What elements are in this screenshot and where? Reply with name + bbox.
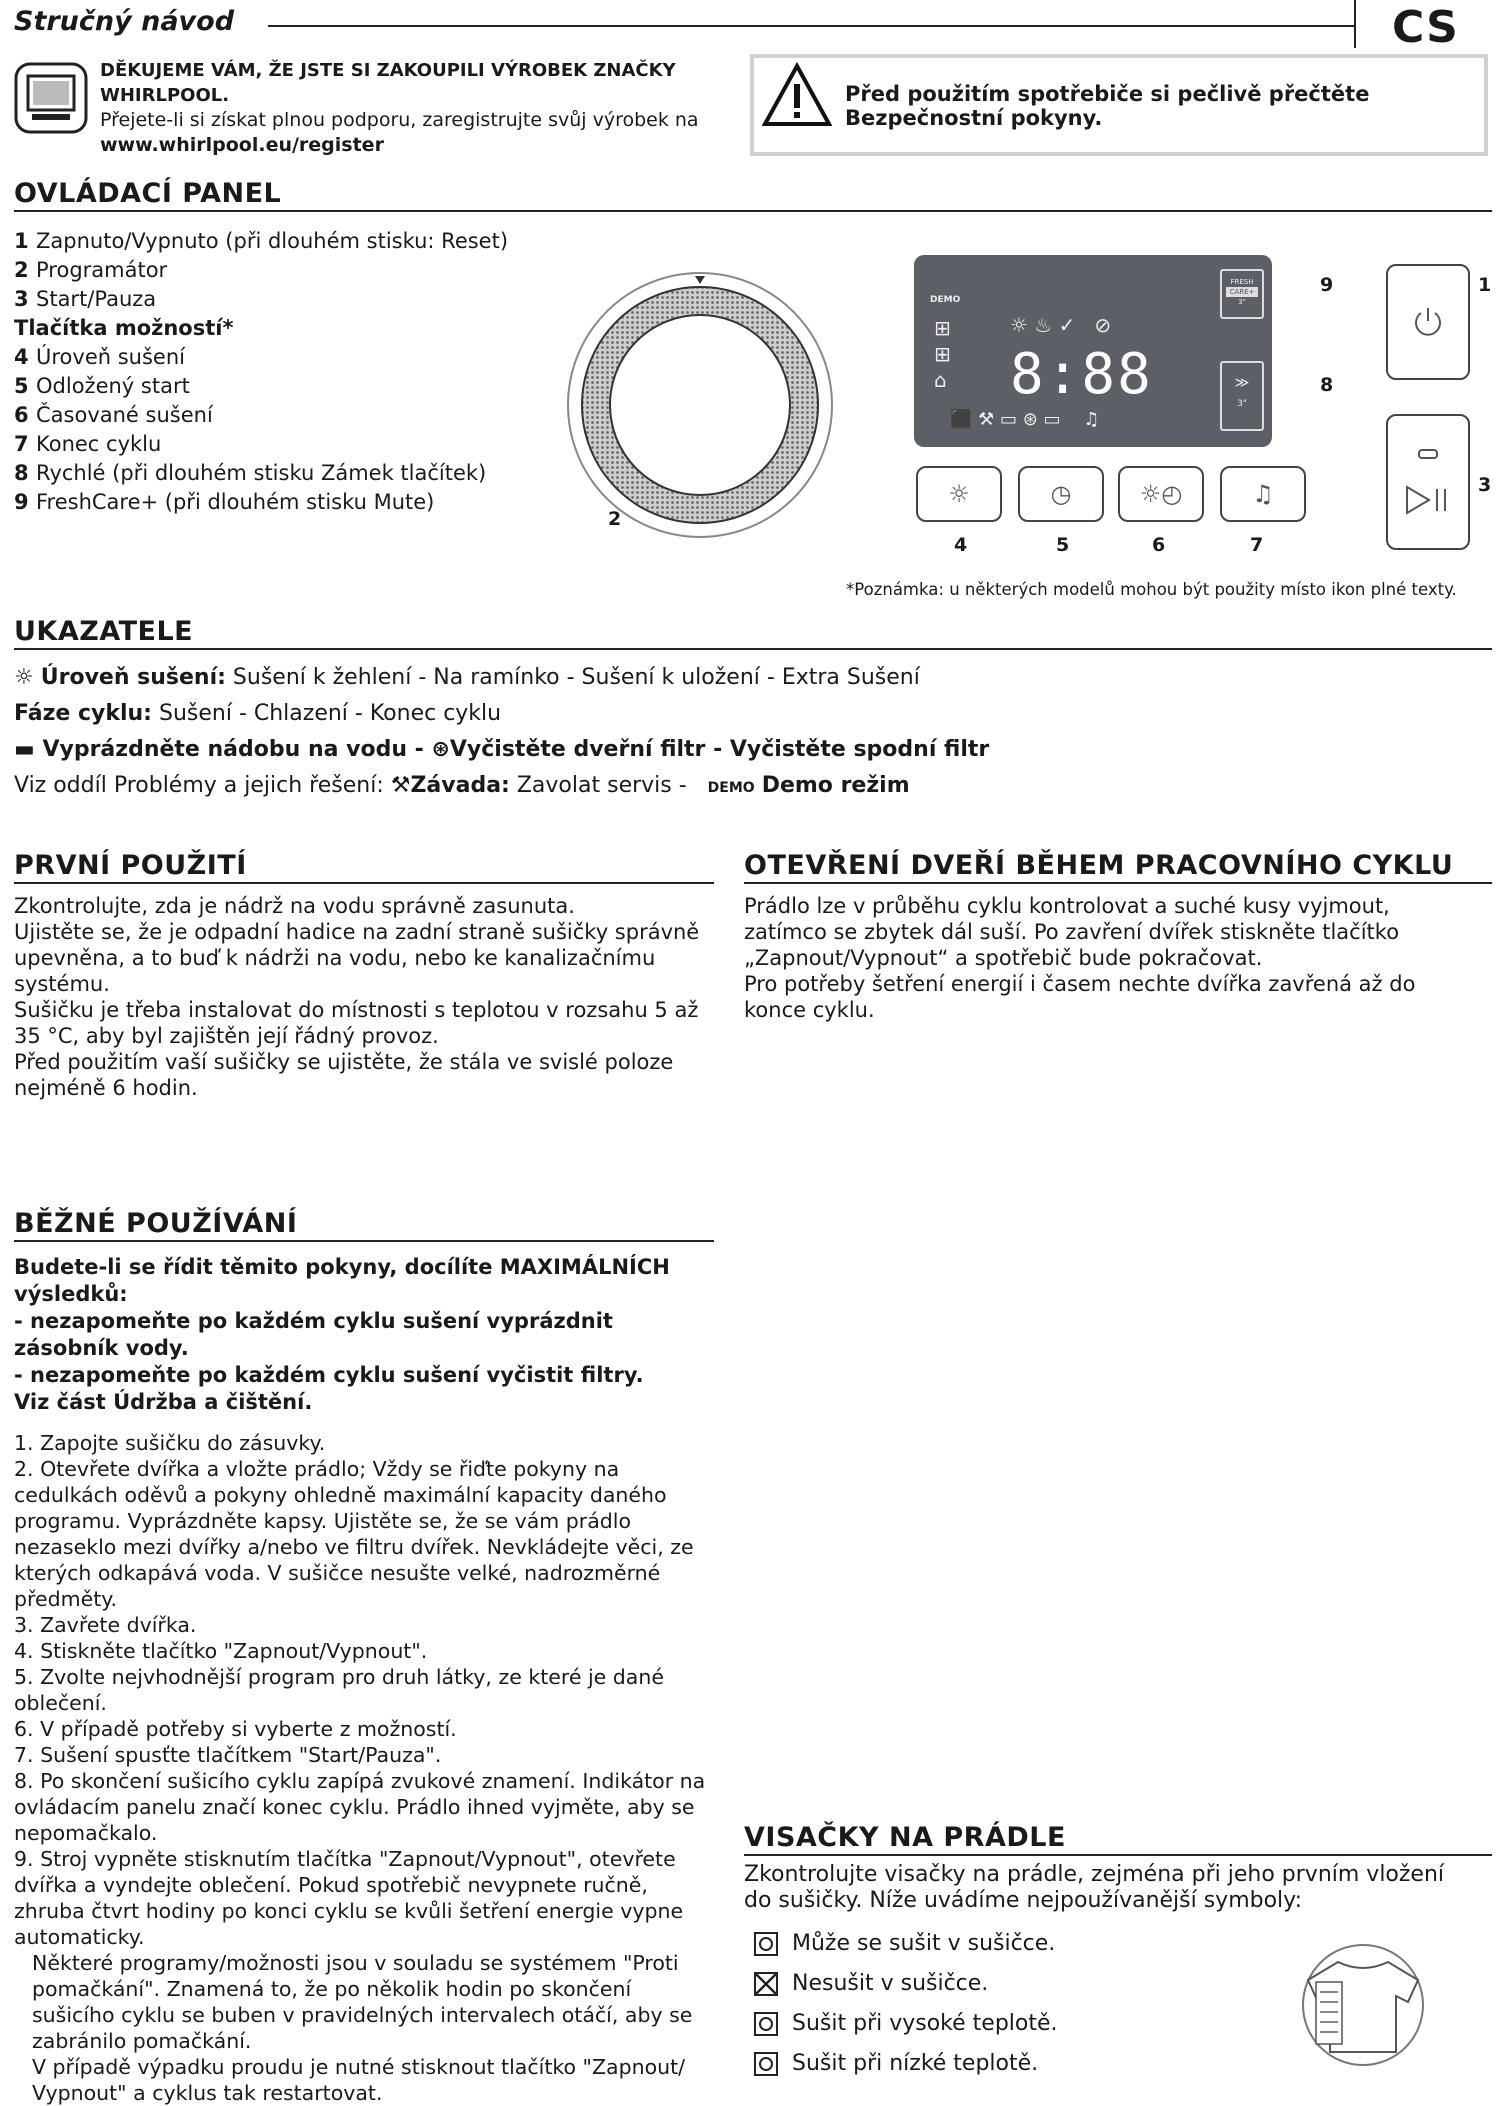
monitor-icon bbox=[14, 62, 88, 134]
list-item: 1 Zapnuto/Vypnuto (při dlouhém stisku: Reset) bbox=[14, 229, 509, 253]
step: Některé programy/možnosti jsou v souladu se systémem "Proti pomačkání". Znamená to, že po několik hodin po skončení sušicího cyklu se buben v pravidelných intervalech otáčí, aby se zabránilo pomačkání. bbox=[32, 1951, 693, 2053]
play-pause-icon bbox=[1405, 485, 1451, 515]
clock-icon: ◷ bbox=[1050, 480, 1072, 508]
low-temp-icon bbox=[754, 2052, 778, 2076]
register-url[interactable]: www.whirlpool.eu/register bbox=[100, 134, 384, 156]
water-tank-icon: ▬ bbox=[14, 737, 35, 762]
sun-icon: ☼ bbox=[948, 480, 970, 508]
top-icons: ☼ ♨ ✓ ⊘ bbox=[1010, 313, 1112, 337]
step: 1. Zapojte sušičku do zásuvky. bbox=[14, 1431, 326, 1455]
end-cycle-button[interactable] bbox=[1220, 466, 1306, 522]
list-item: 9 FreshCare+ (při dlouhém stisku Mute) bbox=[14, 490, 435, 514]
step: 5. Zvolte nejvhodnější program pro druh látky, ze které je dané oblečení. bbox=[14, 1665, 664, 1715]
list-item: Může se sušit v sušičce. bbox=[754, 1924, 1274, 1964]
label-5: 5 bbox=[1056, 534, 1070, 556]
power-icon bbox=[1411, 305, 1445, 339]
bell-icon: ♫ bbox=[1252, 480, 1274, 508]
warning-text: Před použitím spotřebiče si pečlivě přečtěte Bezpečnostní pokyny. bbox=[845, 82, 1370, 130]
display-panel bbox=[914, 255, 1272, 447]
door-title: OTEVŘENÍ DVEŘÍ BĚHEM PRACOVNÍHO CYKLU bbox=[744, 850, 1454, 881]
language-code: CS bbox=[1392, 2, 1459, 53]
options-title: Tlačítka možností* bbox=[14, 316, 234, 340]
indicator-line-2: Fáze cyklu: Sušení - Chlazení - Konec cyklu bbox=[14, 701, 502, 726]
daily-use-title: BĚŽNÉ POUŽÍVÁNÍ bbox=[14, 1208, 298, 1239]
list-item: Nesušit v sušičce. bbox=[754, 1964, 1274, 2004]
label-8: 8 bbox=[1320, 374, 1334, 396]
freshcare-box: FRESH CARE+ 3" bbox=[1220, 269, 1264, 319]
care-symbols bbox=[754, 1924, 1274, 2084]
step: 8. Po skončení sušicího cyklu zapípá zvukové znamení. Indikátor na ovládacím panelu značí konec cyklu. Prádlo ihned vyjměte, aby se nepomačkalo. bbox=[14, 1769, 706, 1845]
step: 7. Sušení spusťte tlačítkem "Start/Pauza". bbox=[14, 1743, 442, 1767]
control-list bbox=[14, 227, 574, 517]
section-rule bbox=[744, 1854, 1492, 1856]
indicator-line-4: Viz oddíl Problémy a jejich řešení: ⚒Závada: Zavolat servis - DEMO Demo režim bbox=[14, 773, 910, 798]
shirt-label-illustration bbox=[1268, 1940, 1458, 2074]
first-use-title: PRVNÍ POUŽITÍ bbox=[14, 850, 247, 881]
list-item: 3 Start/Pauza bbox=[14, 287, 157, 311]
sun-icon: ☼ bbox=[14, 665, 34, 690]
list-item: 7 Konec cyklu bbox=[14, 432, 162, 456]
delay-start-button[interactable] bbox=[1018, 466, 1104, 522]
step: 4. Stiskněte tlačítko "Zapnout/Vypnout". bbox=[14, 1639, 428, 1663]
label-9: 9 bbox=[1320, 274, 1334, 296]
section-rule bbox=[14, 882, 714, 884]
indicators-list bbox=[14, 660, 1014, 806]
step: 3. Zavřete dvířka. bbox=[14, 1613, 197, 1637]
label-2: 2 bbox=[608, 508, 622, 530]
list-item: Sušit při vysoké teplotě. bbox=[754, 2004, 1274, 2044]
label-7: 7 bbox=[1250, 534, 1264, 556]
step: 6. V případě potřeby si vyberte z možností. bbox=[14, 1717, 457, 1741]
drying-icons: ⊞ ⊞ ⌂ bbox=[934, 316, 951, 392]
step: 2. Otevřete dvířka a vložte prádlo; Vždy se řiďte pokyny na cedulkách oděvů a pokyny ohledně maximální kapacity daného programu. Vyprázdněte kapsy. Ujistěte se, že se vám prádlo nezasеklo mezi dvířky a/nebo ve filtru dvířek. Nevkládejte věci, ze kterých odkapává voda. V sušičce nesušte velké, nadrozměrné předměty. bbox=[14, 1457, 694, 1611]
drying-level-button[interactable] bbox=[916, 466, 1002, 522]
labels-text: Zkontrolujte visačky na prádle, zejména při jeho prvním vložení do sušičky. Níže uvádíme nejpoužívanější symboly: bbox=[744, 1862, 1445, 1913]
daily-bold: Budete-li se řídit těmito pokyny, docílíte MAXIMÁLNÍCH výsledků: - nezapomeňte po každém cyklu sušení vyprázdnit zásobník vody. - nezapomeňte po každém cyklu sušení vyčistit filtry. Viz část Údržba a čištění. bbox=[14, 1255, 670, 1414]
high-temp-icon bbox=[754, 2012, 778, 2036]
header-rule bbox=[268, 25, 1356, 27]
daily-steps bbox=[14, 1430, 720, 2106]
label-4: 4 bbox=[954, 534, 968, 556]
wrench-icon: ⚒ bbox=[390, 773, 411, 798]
list-item: 4 Úroveň sušení bbox=[14, 345, 185, 369]
list-item: Sušit při nízké teplotě. bbox=[754, 2044, 1274, 2084]
display-digits: 8:88 bbox=[1010, 342, 1153, 407]
section-rule bbox=[14, 1240, 714, 1242]
panel-note: *Poznámka: u některých modelů mohou být použity místo ikon plné texty. bbox=[846, 580, 1457, 599]
timed-drying-button[interactable] bbox=[1118, 466, 1204, 522]
no-tumble-dry-icon bbox=[754, 1972, 778, 1996]
step: V případě výpadku proudu je nutné stisknout tlačítko "Zapnout/ Vypnout" a cyklus tak restartovat. bbox=[32, 2055, 686, 2105]
power-button[interactable] bbox=[1386, 264, 1470, 380]
label-6: 6 bbox=[1152, 534, 1166, 556]
label-1: 1 bbox=[1478, 274, 1492, 296]
list-item: 5 Odložený start bbox=[14, 374, 190, 398]
demo-indicator: DEMO bbox=[930, 295, 961, 305]
labels-title: VISAČKY NA PRÁDLE bbox=[744, 1822, 1066, 1853]
document-title: Stručný návod bbox=[14, 6, 235, 37]
filter-icon: ⊛ bbox=[431, 737, 450, 762]
label-3: 3 bbox=[1478, 474, 1492, 496]
thanks-title: DĚKUJEME VÁM, ŽE JSTE SI ZAKOUPILI VÝROBEK ZNAČKY WHIRLPOOL. bbox=[100, 60, 676, 106]
list-item: 6 Časované sušení bbox=[14, 403, 213, 427]
thanks-text: Přejete-li si získat plnou podporu, zaregistrujte svůj výrobek na bbox=[100, 109, 699, 131]
list-item: 8 Rychlé (při dlouhém stisku Zámek tlačítek) bbox=[14, 461, 487, 485]
section-rule bbox=[14, 210, 1492, 212]
door-text: Prádlo lze v průběhu cyklu kontrolovat a suché kusy vyjmout, zatímco se zbytek dál suší. Po zavření dvířek stiskněte tlačítko „Zapnout/Vypnout“ a spotřebič bude pokračovat. Pro potřeby šetření energií i časem nechte dvířka zavřená až do konce cyklu. bbox=[744, 894, 1416, 1022]
tumble-dry-icon bbox=[754, 1932, 778, 1956]
indicator-line-1: ☼ Úroveň sušení: Sušení k žehlení - Na ramínko - Sušení k uložení - Extra Sušení bbox=[14, 665, 920, 690]
section-rule bbox=[744, 882, 1492, 884]
indicator-line-3: ▬ Vyprázdněte nádobu na vodu - ⊛Vyčistěte dveřní filtr - Vyčistěte spodní filtr bbox=[14, 737, 990, 762]
quick-box: ≫ 3" bbox=[1220, 361, 1264, 431]
start-pause-button[interactable] bbox=[1386, 414, 1470, 550]
header-divider bbox=[1354, 0, 1356, 48]
step: 9. Stroj vypněte stisknutím tlačítka "Zapnout/Vypnout", otevřete dvířka a vyndejte oblečení. Pokud spotřebič nevypnete ručně, zhruba čtvrt hodiny po konci cyklu se kvůli šetření energie vypne automaticky. bbox=[14, 1847, 684, 1949]
list-item: 2 Programátor bbox=[14, 258, 168, 282]
first-use-text: Zkontrolujte, zda je nádrž na vodu správně zasunuta. Ujistěte se, že je odpadní hadice na zadní straně sušičky správně upevněna, a to buď k nádrži na vodu, nebo ke kanalizačnímu systému. Sušičku je třeba instalovat do místnosti s teplotou v rozsahu 5 až 35 °C, aby byl zajištěn její řádný provoz. Před použitím vaší sušičky se ujistěte, že stála ve svislé poloze nejméně 6 hodin. bbox=[14, 894, 700, 1100]
bottom-icons: ⬛ ⚒ ▭ ⊛ ▭ ♫ bbox=[950, 409, 1100, 430]
thanks-block bbox=[100, 58, 700, 158]
control-panel-title: OVLÁDACÍ PANEL bbox=[14, 178, 282, 209]
led-indicator bbox=[1418, 449, 1438, 459]
warning-icon bbox=[762, 62, 832, 132]
timer-icon: ☼◴ bbox=[1139, 480, 1183, 508]
program-knob[interactable] bbox=[565, 270, 835, 544]
section-rule bbox=[14, 648, 1492, 650]
indicators-title: UKAZATELE bbox=[14, 616, 194, 647]
